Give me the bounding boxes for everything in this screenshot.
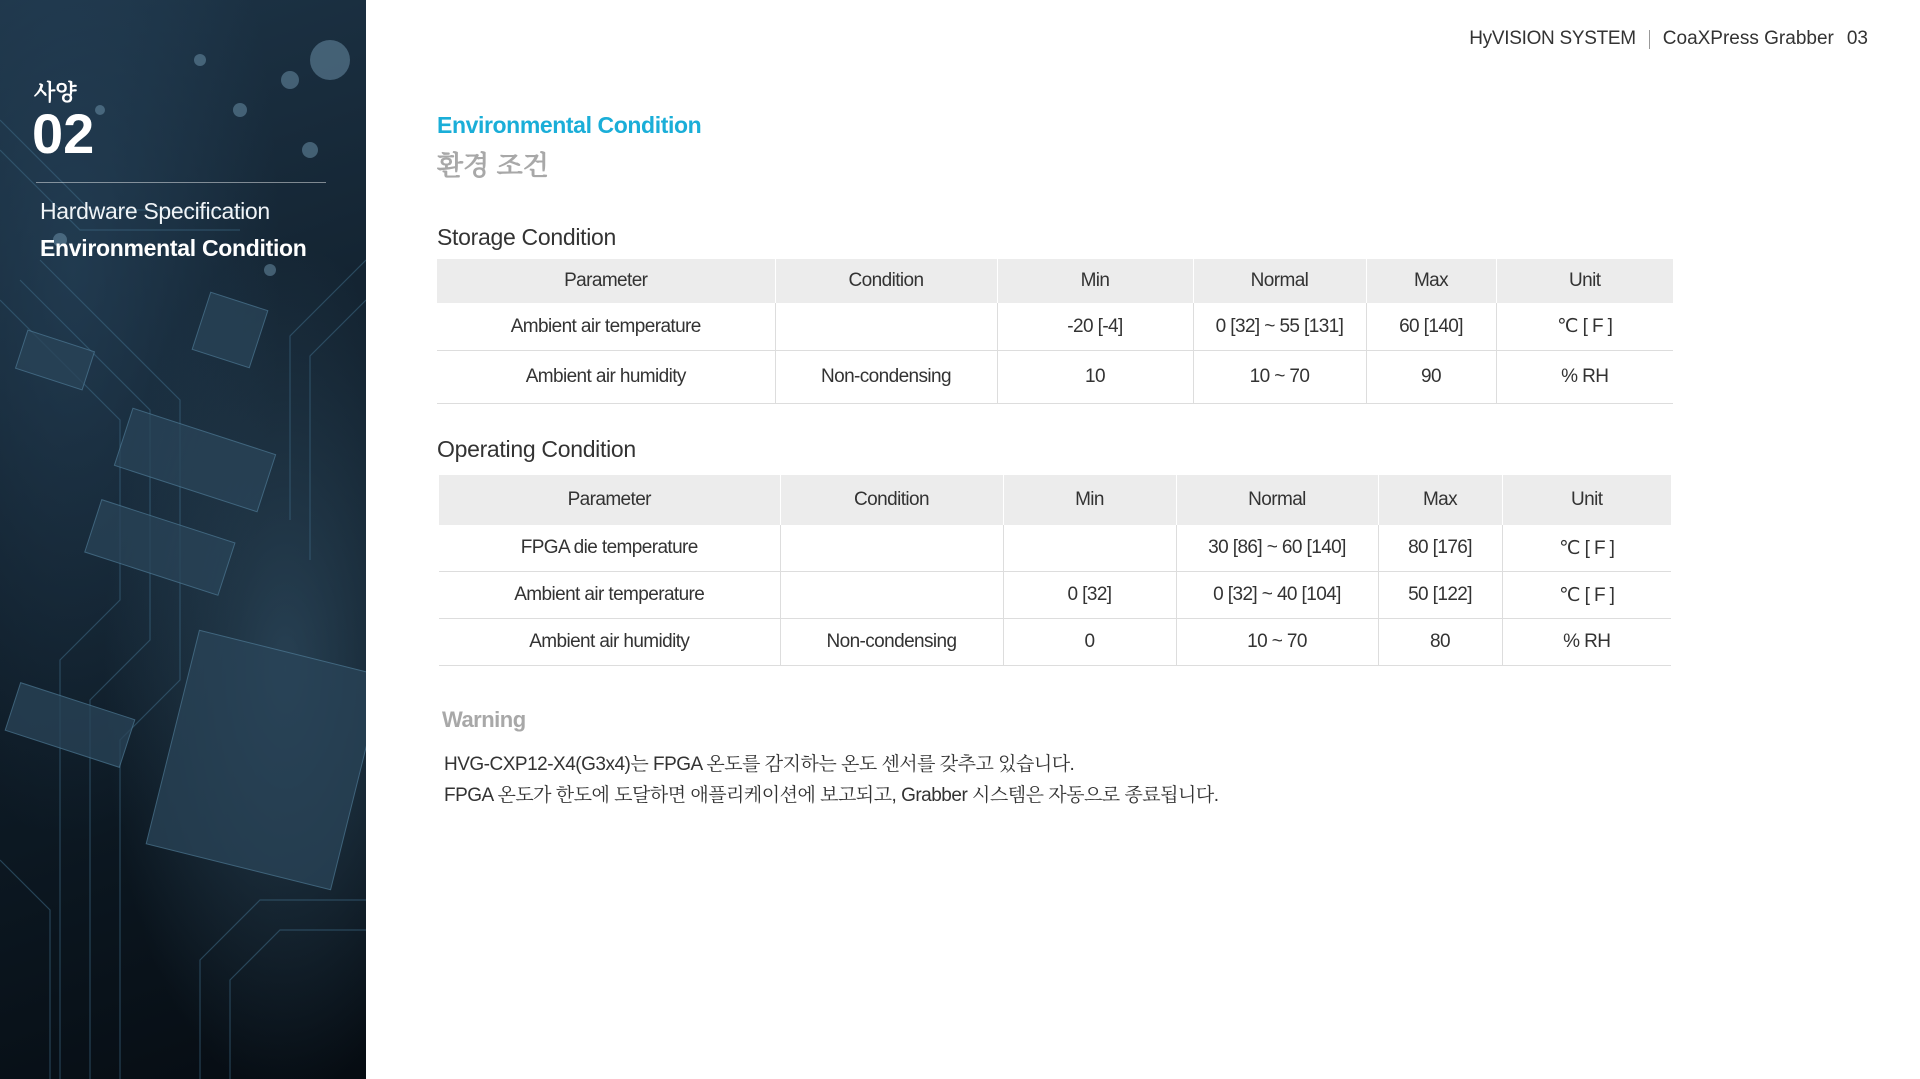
table-cell: Ambient air temperature	[439, 572, 780, 619]
header-divider	[1649, 30, 1650, 49]
table-row	[439, 619, 1671, 666]
sidebar-divider	[36, 182, 326, 183]
table-header-row	[439, 475, 1671, 525]
column-header: Max	[1378, 475, 1502, 525]
column-header: Normal	[1176, 475, 1378, 525]
table-row	[439, 525, 1671, 572]
column-header: Parameter	[439, 475, 780, 525]
table-cell: Ambient air humidity	[439, 619, 780, 666]
column-header: Parameter	[437, 259, 775, 303]
table-cell: Ambient air temperature	[437, 303, 775, 351]
table-row	[437, 303, 1673, 351]
table-cell: 10 ~ 70	[1193, 351, 1366, 404]
column-header: Min	[1003, 475, 1176, 525]
table-cell: 80	[1378, 619, 1502, 666]
column-header: Min	[997, 259, 1193, 303]
section-number: 02	[32, 102, 95, 165]
table-header-row	[437, 259, 1673, 303]
table-cell: ℃ [ F ]	[1496, 303, 1673, 351]
table-cell: ℃ [ F ]	[1502, 525, 1671, 572]
table-cell: 10 ~ 70	[1176, 619, 1378, 666]
table-cell: 0 [32] ~ 55 [131]	[1193, 303, 1366, 351]
sidebar-item-hardware-specification[interactable]: Hardware Specification	[40, 198, 270, 224]
table-cell: 0	[1003, 619, 1176, 666]
table-cell: 50 [122]	[1378, 572, 1502, 619]
column-header: Normal	[1193, 259, 1366, 303]
table-cell: Non-condensing	[780, 619, 1003, 666]
page-header	[1469, 28, 1868, 50]
storage-condition-heading: Storage Condition	[437, 224, 617, 250]
table-cell: % RH	[1502, 619, 1671, 666]
table-cell	[1003, 525, 1176, 572]
column-header: Max	[1366, 259, 1496, 303]
table-cell: Ambient air humidity	[437, 351, 775, 404]
table-cell: 30 [86] ~ 60 [140]	[1176, 525, 1378, 572]
column-header: Condition	[775, 259, 997, 303]
storage-condition-table	[437, 259, 1673, 404]
page-number: 03	[1846, 28, 1868, 49]
column-header: Unit	[1496, 259, 1673, 303]
table-cell	[775, 303, 997, 351]
product-name: CoaXPress Grabber	[1662, 28, 1834, 49]
column-header: Unit	[1502, 475, 1671, 525]
warning-text-line: HVG-CXP12-X4(G3x4)는 FPGA 온도를 감지하는 온도 센서를 갖추고 있습니다.	[444, 754, 1075, 775]
table-row	[437, 351, 1673, 404]
page-title-korean: 환경 조건	[437, 151, 549, 181]
operating-condition-table	[439, 475, 1671, 666]
brand-name: HyVISION SYSTEM	[1469, 28, 1636, 49]
table-cell: 90	[1366, 351, 1496, 404]
warning-text-line: FPGA 온도가 한도에 도달하면 애플리케이션에 보고되고, Grabber 시스템은 자동으로 종료됩니다.	[444, 785, 1219, 806]
table-cell: -20 [-4]	[997, 303, 1193, 351]
table-cell: 0 [32] ~ 40 [104]	[1176, 572, 1378, 619]
table-cell	[780, 572, 1003, 619]
section-label-korean: 사양	[34, 80, 77, 105]
table-cell: 60 [140]	[1366, 303, 1496, 351]
table-cell: 10	[997, 351, 1193, 404]
table-cell: ℃ [ F ]	[1502, 572, 1671, 619]
operating-condition-heading: Operating Condition	[437, 436, 636, 462]
table-row	[439, 572, 1671, 619]
warning-title: Warning	[442, 707, 526, 732]
page-title: Environmental Condition	[437, 112, 702, 138]
table-cell: Non-condensing	[775, 351, 997, 404]
table-cell: 80 [176]	[1378, 525, 1502, 572]
sidebar-item-environmental-condition[interactable]: Environmental Condition	[40, 235, 307, 261]
table-cell	[780, 525, 1003, 572]
sidebar	[0, 0, 366, 1079]
table-cell: % RH	[1496, 351, 1673, 404]
table-cell: FPGA die temperature	[439, 525, 780, 572]
column-header: Condition	[780, 475, 1003, 525]
table-cell: 0 [32]	[1003, 572, 1176, 619]
